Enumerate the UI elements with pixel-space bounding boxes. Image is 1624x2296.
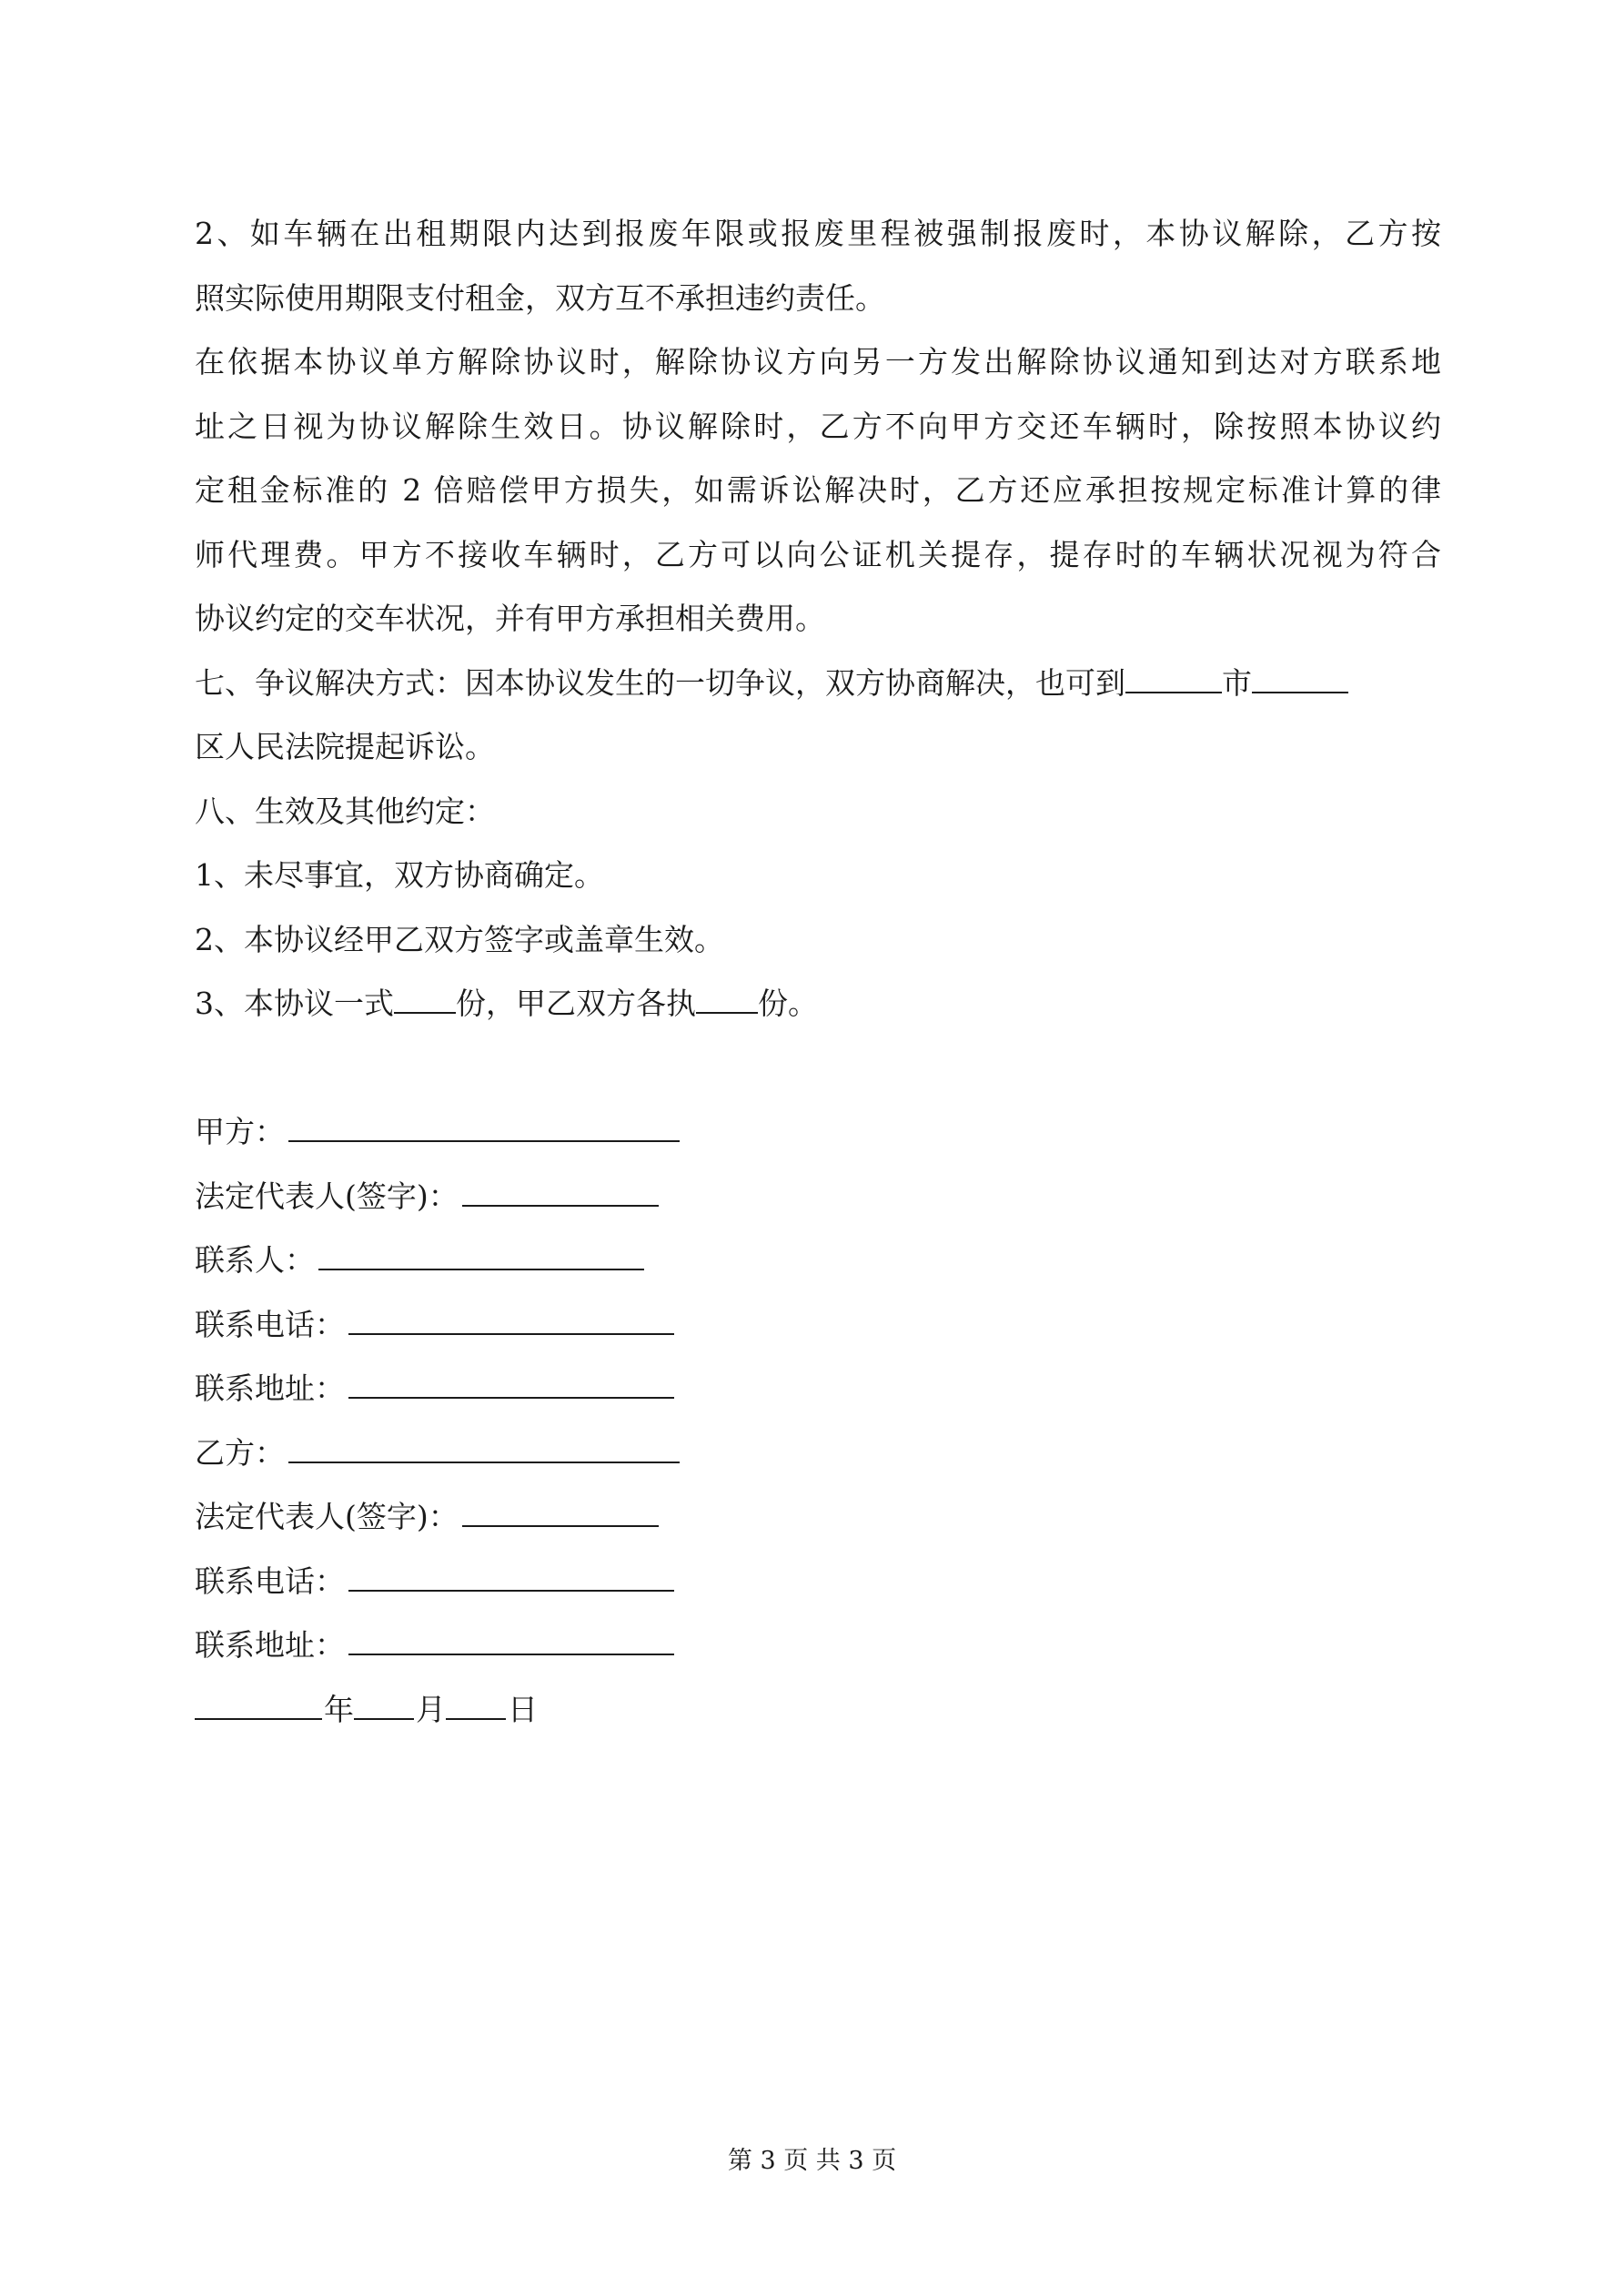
spacer <box>195 1037 1441 1101</box>
clause-6-2-line-1: 2、如车辆在出租期限内达到报废年限或报废里程被强制报废时，本协议解除，乙方按 <box>195 216 1441 251</box>
party-a-rep-row <box>195 1165 1441 1229</box>
party-b-address-blank[interactable] <box>348 1626 674 1655</box>
party-a-phone-blank[interactable] <box>348 1306 674 1335</box>
termination-paragraph-line-2: 址之日视为协议解除生效日。协议解除时，乙方不向甲方交还车辆时，除按照本协议约 <box>195 408 1441 444</box>
party-a-contact-blank[interactable] <box>318 1241 644 1270</box>
party-a-blank[interactable] <box>288 1113 680 1142</box>
party-b-rep-label: 法定代表人(签字)： <box>195 1499 459 1534</box>
clause-6-2-line-2: 照实际使用期限支付租金，双方互不承担违约责任。 <box>195 279 885 316</box>
copies-text-b: 份，甲乙双方各执 <box>456 986 696 1021</box>
dispute-clause-line-2: 区人民法院提起诉讼。 <box>195 729 495 764</box>
party-a-rep-blank[interactable] <box>462 1178 659 1207</box>
party-b-phone-blank[interactable] <box>348 1563 674 1592</box>
party-a-label: 甲方： <box>195 1114 285 1149</box>
each-copies-blank[interactable] <box>696 985 758 1014</box>
party-b-blank[interactable] <box>288 1434 680 1463</box>
clause-8-2: 2、本协议经甲乙双方签字或盖章生效。 <box>195 921 724 957</box>
signature-block <box>195 1100 1441 1742</box>
party-a-address-label: 联系地址： <box>195 1371 345 1406</box>
party-a-address-blank[interactable] <box>348 1370 674 1399</box>
party-a-contact-row <box>195 1229 1441 1293</box>
termination-paragraph-line-5: 协议约定的交车状况，并有甲方承担相关费用。 <box>195 601 825 636</box>
party-b-phone-label: 联系电话： <box>195 1563 345 1599</box>
party-b-rep-blank[interactable] <box>462 1498 659 1527</box>
party-b-address-row <box>195 1613 1441 1678</box>
district-blank[interactable] <box>1252 664 1348 693</box>
party-b-label: 乙方： <box>195 1434 285 1471</box>
party-b-row <box>195 1421 1441 1486</box>
clause-8-1: 1、未尽事宜，双方协商确定。 <box>195 857 604 893</box>
party-b-phone-row <box>195 1550 1441 1614</box>
month-label: 月 <box>416 1691 446 1727</box>
party-a-phone-row <box>195 1293 1441 1358</box>
party-a-phone-label: 联系电话： <box>195 1306 345 1342</box>
party-a-rep-label: 法定代表人(签字)： <box>195 1178 459 1214</box>
dispute-clause-line-1 <box>195 652 1441 716</box>
dispute-clause-text: 七、争议解决方式：因本协议发生的一切争议，双方协商解决，也可到 <box>195 664 1125 701</box>
copies-text-a: 3、本协议一式 <box>195 986 394 1021</box>
year-blank[interactable] <box>195 1691 322 1720</box>
party-a-row <box>195 1100 1441 1165</box>
party-a-address-row <box>195 1357 1441 1421</box>
termination-paragraph-line-4: 师代理费。甲方不接收车辆时，乙方可以向公证机关提存，提存时的车辆状况视为符合 <box>195 536 1441 572</box>
day-label: 日 <box>508 1691 538 1727</box>
clause-8-3 <box>195 972 1441 1037</box>
termination-paragraph-line-1: 在依据本协议单方解除协议时，解除协议方向另一方发出解除协议通知到达对方联系地 <box>195 344 1441 379</box>
copies-text-c: 份。 <box>758 986 818 1021</box>
year-label: 年 <box>324 1691 354 1727</box>
city-blank[interactable] <box>1125 664 1222 693</box>
party-a-contact-label: 联系人： <box>195 1242 315 1278</box>
day-blank[interactable] <box>446 1691 506 1720</box>
termination-paragraph-line-3: 定租金标准的 2 倍赔偿甲方损失，如需诉讼解决时，乙方还应承担按规定标准计算的律 <box>195 472 1441 508</box>
clause-8-title: 八、生效及其他约定： <box>195 793 495 829</box>
document-body <box>195 202 1441 1742</box>
page-footer: 第 3 页 共 3 页 <box>727 2147 897 2175</box>
party-b-rep-row <box>195 1485 1441 1550</box>
date-row <box>195 1678 1441 1743</box>
city-suffix: 市 <box>1222 664 1252 701</box>
party-b-address-label: 联系地址： <box>195 1627 345 1663</box>
total-copies-blank[interactable] <box>394 985 456 1014</box>
month-blank[interactable] <box>354 1691 414 1720</box>
